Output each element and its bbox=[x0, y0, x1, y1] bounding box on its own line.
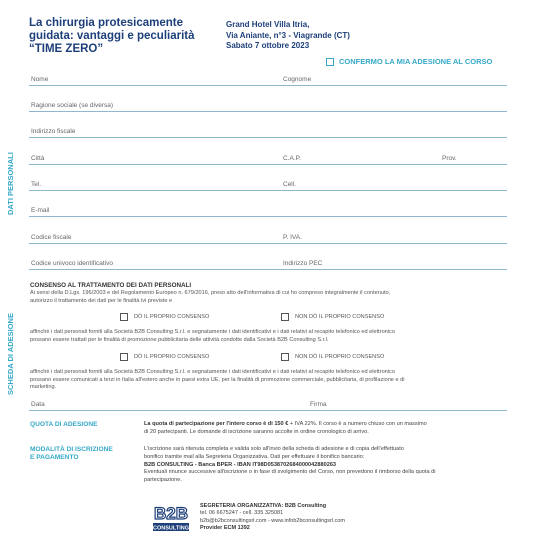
consent-text-3-line-1: affinchè i dati personali forniti alla Società B2B Consulting S.r.l. e segnatamente i dati identificativi e i dati relativi al recapito telefonico ed elettronico bbox=[30, 369, 395, 375]
field-ragione-sociale-label: Ragione sociale (se diversa) bbox=[31, 102, 114, 109]
consent-intro-line-2: autorizzo il trattamento dei dati per le finalità ivi previste e bbox=[30, 297, 173, 304]
consent-1-deny-checkbox[interactable] bbox=[281, 313, 289, 321]
consent-1-give-label: DÒ IL PROPRIO CONSENSO bbox=[134, 314, 210, 320]
consent-text-3 bbox=[30, 369, 510, 392]
consent-1-deny[interactable] bbox=[281, 313, 384, 321]
field-cap-label: C.A.P. bbox=[283, 155, 301, 162]
field-indirizzo-fiscale-label: Indirizzo fiscale bbox=[31, 128, 76, 135]
modalita-line-1: L'iscrizione sarà ritenuta completa e valida solo all'invio della scheda di adesione e di copia dell'effettuato bbox=[144, 446, 404, 452]
modalita-text bbox=[144, 446, 514, 485]
modalita-heading-line-2: E PAGAMENTO bbox=[30, 454, 79, 461]
field-pec-label: Indirizzo PEC bbox=[283, 260, 323, 267]
consent-heading: CONSENSO AL TRATTAMENTO DEI DATI PERSONALI bbox=[30, 282, 192, 289]
consent-intro-line-1: Ai sensi della D.Lgs. 196/2003 e del Regolamento Europeo n. 679/2016, preso atto dell'informativa di cui ho compreso integralmente il contenuto, bbox=[30, 290, 391, 296]
confirm-checkbox[interactable] bbox=[326, 58, 334, 66]
field-tel-label: Tel. bbox=[31, 181, 42, 188]
consent-text-3-line-2: possano essere comunicati a terzi in Italia all'estero anche in paesi extra UE, per la finalità di promozione commerciale, pubblicitaria, di profilazione e di bbox=[30, 376, 405, 383]
field-codice-fiscale-line[interactable] bbox=[29, 243, 507, 244]
field-email-line[interactable] bbox=[29, 216, 507, 217]
b2b-logo-icon bbox=[151, 501, 191, 533]
field-nome-line[interactable] bbox=[29, 85, 507, 86]
footer-line-1 bbox=[200, 503, 345, 510]
quota-price: La quota di partecipazione per l'intero corso è di 150 € bbox=[144, 421, 289, 427]
venue-line-2: Via Aniante, n°3 - Viagrande (CT) bbox=[226, 30, 350, 40]
field-data-firma-line[interactable] bbox=[29, 410, 507, 411]
consent-1-give[interactable] bbox=[120, 313, 209, 321]
footer-line-3: b2b@b2bconsultingsrl.com - www.infob2bconsultingsrl.com bbox=[200, 517, 345, 524]
modalita-bank bbox=[144, 462, 514, 470]
venue-info bbox=[226, 20, 350, 52]
venue-line-1: Grand Hotel Villa Itria, bbox=[226, 20, 310, 29]
field-tel-line[interactable] bbox=[29, 190, 507, 191]
field-codice-fiscale-label: Codice fiscale bbox=[31, 234, 72, 241]
field-indirizzo-fiscale-line[interactable] bbox=[29, 137, 507, 138]
consent-2-give-checkbox[interactable] bbox=[120, 353, 128, 361]
course-title bbox=[29, 17, 219, 56]
field-firma-label: Firma bbox=[310, 401, 327, 408]
quota-heading: QUOTA DI ADESIONE bbox=[30, 421, 98, 428]
footer-secretariat: SEGRETERIA ORGANIZZATIVA: B2B Consulting bbox=[200, 503, 327, 509]
quota-line-1-rest: + IVA 22%. Il corso è a numero chiuso con un massimo bbox=[288, 421, 427, 427]
field-data-label: Data bbox=[31, 401, 45, 408]
field-citta-line[interactable] bbox=[29, 164, 507, 165]
footer-provider: Provider ECM 1392 bbox=[200, 525, 250, 532]
modalita-line-2: bonifico tramite mail alla Segreteria Organizzativa. Dati per effettuare il bonifico bancario: bbox=[144, 453, 365, 460]
field-citta-label: Città bbox=[31, 155, 45, 162]
consent-1-give-checkbox[interactable] bbox=[120, 313, 128, 321]
consent-intro bbox=[30, 290, 510, 305]
logo-mark: B2B bbox=[153, 504, 189, 523]
footer-line-4 bbox=[200, 525, 345, 532]
venue-line-3: Sabato 7 ottobre 2023 bbox=[226, 41, 310, 50]
side-label-membership: SCHEDA DI ADESIONE bbox=[6, 313, 15, 395]
field-piva-label: P. IVA. bbox=[283, 234, 302, 241]
b2b-logo bbox=[151, 501, 191, 533]
footer-line-2: tel. 06 6675247 - cell. 335 325081 bbox=[200, 510, 284, 517]
confirm-label: CONFERMO LA MIA ADESIONE AL CORSO bbox=[339, 57, 493, 66]
modalita-bank-details: B2B CONSULTING - Banca BPER - IBAN IT98D0538702684000042880263 bbox=[144, 461, 337, 468]
consent-text-2-line-1: affinchè i dati personali forniti alla Società B2B Consulting S.r.l. e segnatamente i dati identificativi e i dati relativi al recapito telefonico ed elettronico bbox=[30, 329, 395, 335]
consent-2-deny[interactable] bbox=[281, 353, 384, 361]
modalita-line-5: partecipazione. bbox=[144, 477, 182, 484]
title-line-1: La chirurgia protesicamente bbox=[29, 17, 184, 29]
consent-2-give[interactable] bbox=[120, 353, 209, 361]
quota-line-1 bbox=[144, 421, 514, 429]
title-line-3: “TIME ZERO” bbox=[29, 43, 104, 55]
field-prov-label: Prov. bbox=[442, 155, 457, 162]
field-codice-univoco-label: Codice univoco identificativo bbox=[31, 260, 114, 267]
title-line-2: guidata: vantaggi e peculiarità bbox=[29, 30, 195, 42]
consent-text-2-line-2: possano essere trattati per le finalità di promozione pubblicitaria delle attività condotte dalla Società B2B Consulting S.r.l. bbox=[30, 336, 329, 343]
field-nome-label: Nome bbox=[31, 76, 49, 83]
consent-2-give-label: DÒ IL PROPRIO CONSENSO bbox=[134, 354, 210, 360]
field-codice-univoco-line[interactable] bbox=[29, 269, 507, 270]
consent-text-2 bbox=[30, 329, 510, 344]
modalita-heading-line-1: MODALITÀ DI ISCRIZIONE bbox=[30, 446, 113, 453]
consent-2-deny-checkbox[interactable] bbox=[281, 353, 289, 361]
confirm-adhesion[interactable] bbox=[326, 57, 492, 66]
field-ragione-sociale-line[interactable] bbox=[29, 111, 507, 112]
modalita-line-4: Eventuali rinunce successive all'iscrizione o in fase di svolgimento del Corso, non prevedono il rimborso della quota di bbox=[144, 469, 436, 476]
quota-text bbox=[144, 421, 514, 437]
field-cognome-label: Cognome bbox=[283, 76, 312, 83]
field-email-label: E-mail bbox=[31, 207, 50, 214]
quota-line-2: di 20 partecipanti. Le domande di iscrizione saranno accolte in ordine cronologico di arrivo. bbox=[144, 428, 369, 435]
consent-2-deny-label: NON DÒ IL PROPRIO CONSENSO bbox=[295, 354, 385, 360]
side-label-personal: DATI PERSONALI bbox=[6, 152, 15, 215]
footer-info bbox=[200, 503, 345, 533]
field-cell-label: Cell. bbox=[283, 181, 297, 188]
modalita-heading bbox=[30, 446, 113, 462]
logo-sub: CONSULTING bbox=[153, 525, 189, 532]
consent-1-deny-label: NON DÒ IL PROPRIO CONSENSO bbox=[295, 314, 385, 320]
consent-text-3-line-3: marketing. bbox=[30, 384, 57, 390]
